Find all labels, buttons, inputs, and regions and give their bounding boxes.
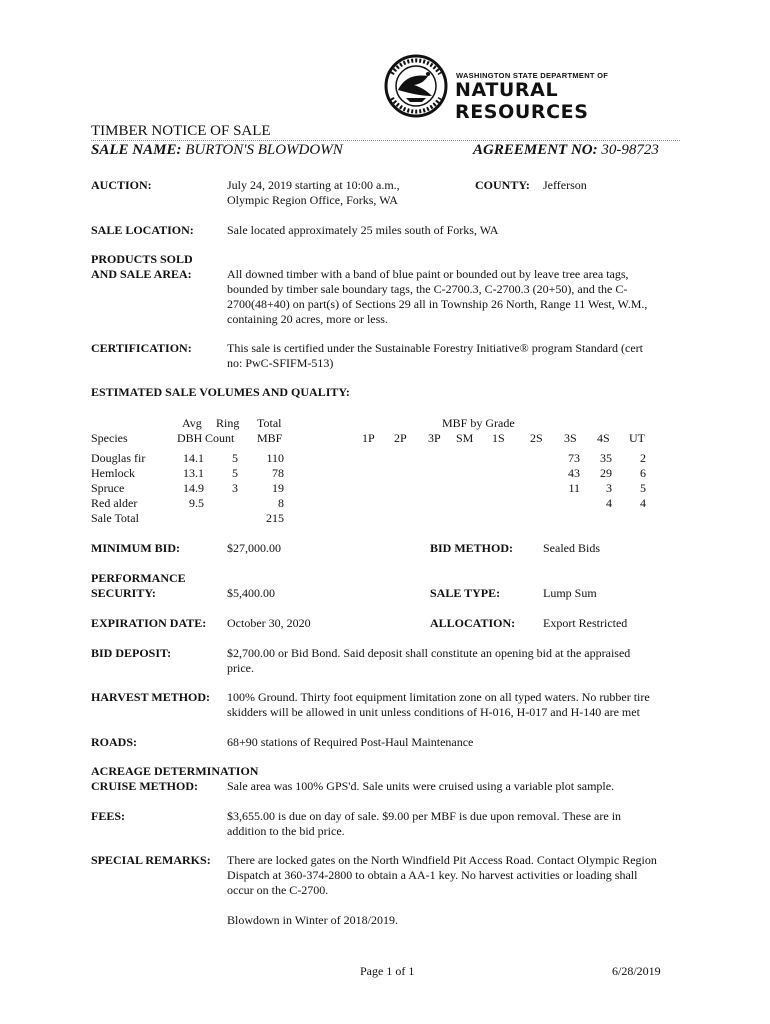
auction-line-1: July 24, 2019 starting at 10:00 a.m., xyxy=(227,178,400,192)
auction-line-2: Olympic Region Office, Forks, WA xyxy=(227,193,398,207)
bid-deposit-line-1: $2,700.00 or Bid Bond. Said deposit shall constitute an opening bid at the appraised xyxy=(227,646,631,660)
cell-total: 19 xyxy=(272,481,284,495)
special-line-1: There are locked gates on the North Windfield Pit Access Road. Contact Olympic Region xyxy=(227,853,657,867)
bid-method-label: BID METHOD: xyxy=(430,541,514,555)
sale-type-label: SALE TYPE: xyxy=(430,586,501,600)
certification-label: CERTIFICATION: xyxy=(91,341,192,355)
cell-species: Spruce xyxy=(91,481,125,495)
notice-title: TIMBER NOTICE OF SALE xyxy=(91,123,271,139)
grade-header: 3P xyxy=(428,431,441,445)
agreement-value: 30-98723 xyxy=(601,142,659,158)
cell-grade-4s: 4 xyxy=(606,496,612,510)
header-mbf: MBF xyxy=(257,431,283,445)
cell-dbh: 9.5 xyxy=(189,496,204,510)
fees-line-1: $3,655.00 is due on day of sale. $9.00 per MBF is due upon removal. These are in xyxy=(227,809,622,823)
grade-header: 3S xyxy=(564,431,577,445)
acreage-text: Sale area was 100% GPS'd. Sale units were cruised using a variable plot sample. xyxy=(227,779,615,793)
county-value: Jefferson xyxy=(543,178,587,192)
cell-species: Douglas fir xyxy=(91,451,146,465)
agreement-line xyxy=(473,142,659,159)
roads-label: ROADS: xyxy=(91,735,138,749)
cell-total: 78 xyxy=(272,466,284,480)
sale-type-value: Lump Sum xyxy=(543,586,597,600)
sale-location-label: SALE LOCATION: xyxy=(91,223,194,237)
products-label-2: AND SALE AREA: xyxy=(91,267,192,281)
grade-header: 2P xyxy=(394,431,407,445)
footer-date: 6/28/2019 xyxy=(612,964,661,978)
roads-text: 68+90 stations of Required Post-Haul Maintenance xyxy=(227,735,474,749)
grade-header: 4S xyxy=(597,431,610,445)
dnr-seal-icon xyxy=(384,54,448,118)
header-species: Species xyxy=(91,431,128,445)
products-line-2: bounded by timber sale boundary tags, the C-2700.3, C-2700.3 (20+50), and the C- xyxy=(227,282,628,296)
header-mbf-by-grade: MBF by Grade xyxy=(442,416,515,430)
cell-grade-4s: 35 xyxy=(600,451,612,465)
title-divider xyxy=(91,140,680,141)
cell-ring: 5 xyxy=(232,451,238,465)
cell-dbh: 14.1 xyxy=(183,451,204,465)
brand-name: NATURAL RESOURCES xyxy=(455,79,589,123)
harvest-line-1: 100% Ground. Thirty foot equipment limitation zone on all typed waters. No rubber tire xyxy=(227,690,650,704)
cell-grade-3s: 11 xyxy=(568,481,580,495)
department-name: WASHINGTON STATE DEPARTMENT OF xyxy=(456,71,609,80)
cell-dbh: 13.1 xyxy=(183,466,204,480)
header-avg: Avg xyxy=(182,416,202,430)
harvest-line-2: skidders will be allowed in unit unless conditions of H-016, H-017 and H-140 are met xyxy=(227,705,640,719)
special-remarks-label: SPECIAL REMARKS: xyxy=(91,853,211,867)
bid-deposit-label: BID DEPOSIT: xyxy=(91,646,172,660)
grade-header: UT xyxy=(629,431,645,445)
acreage-label-1: ACREAGE DETERMINATION xyxy=(91,764,259,778)
header-count: Count xyxy=(205,431,235,445)
page-number: Page 1 of 1 xyxy=(360,964,415,978)
allocation-value: Export Restricted xyxy=(543,616,628,630)
cell-grade-4s: 29 xyxy=(600,466,612,480)
sale-name-value: BURTON'S BLOWDOWN xyxy=(185,142,343,158)
cell-species: Hemlock xyxy=(91,466,135,480)
cell-total: 110 xyxy=(266,451,284,465)
cell-grade-ut: 5 xyxy=(640,481,646,495)
minimum-bid-label: MINIMUM BID: xyxy=(91,541,180,555)
cell-grade-4s: 3 xyxy=(606,481,612,495)
sale-location-text: Sale located approximately 25 miles south of Forks, WA xyxy=(227,223,499,237)
minimum-bid-value: $27,000.00 xyxy=(227,541,281,555)
sale-name-label: SALE NAME: xyxy=(91,142,182,158)
performance-label-2: SECURITY: xyxy=(91,586,156,600)
cell-dbh: 14.9 xyxy=(183,481,204,495)
harvest-method-label: HARVEST METHOD: xyxy=(91,690,211,704)
grade-header: SM xyxy=(456,431,474,445)
products-line-4: containing 20 acres, more or less. xyxy=(227,312,388,326)
fees-line-2: addition to the bid price. xyxy=(227,824,345,838)
header-total: Total xyxy=(257,416,282,430)
allocation-label: ALLOCATION: xyxy=(430,616,516,630)
certification-line-2: no: PwC-SFIFM-513) xyxy=(227,356,334,370)
performance-label-1: PERFORMANCE xyxy=(91,571,186,585)
cell-species: Sale Total xyxy=(91,511,139,525)
sale-name-line xyxy=(91,142,343,159)
products-line-1: All downed timber with a band of blue paint or bounded out by leave tree area tags, xyxy=(227,267,629,281)
cell-ring: 3 xyxy=(232,481,238,495)
performance-value: $5,400.00 xyxy=(227,586,275,600)
special-line-3: occur on the C-2700. xyxy=(227,883,329,897)
expiration-label: EXPIRATION DATE: xyxy=(91,616,207,630)
grade-header: 2S xyxy=(530,431,543,445)
auction-label: AUCTION: xyxy=(91,178,152,192)
county-label: COUNTY: xyxy=(475,178,530,192)
dnr-logo xyxy=(384,54,684,123)
cell-grade-3s: 73 xyxy=(568,451,580,465)
cell-grade-ut: 4 xyxy=(640,496,646,510)
cell-ring: 5 xyxy=(232,466,238,480)
cell-grade-3s: 43 xyxy=(568,466,580,480)
grade-header: 1S xyxy=(492,431,505,445)
header-ring: Ring xyxy=(216,416,240,430)
header-dbh: DBH xyxy=(177,431,203,445)
acreage-label-2: CRUISE METHOD: xyxy=(91,779,199,793)
volumes-heading: ESTIMATED SALE VOLUMES AND QUALITY: xyxy=(91,385,350,399)
certification-line-1: This sale is certified under the Sustainable Forestry Initiative® program Standard (cert xyxy=(227,341,643,355)
cell-species: Red alder xyxy=(91,496,138,510)
agreement-label: AGREEMENT NO: xyxy=(473,142,598,158)
expiration-value: October 30, 2020 xyxy=(227,616,311,630)
cell-total: 8 xyxy=(278,496,284,510)
products-label-1: PRODUCTS SOLD xyxy=(91,252,193,266)
special-line-4: Blowdown in Winter of 2018/2019. xyxy=(227,913,398,927)
grade-header: 1P xyxy=(362,431,375,445)
products-line-3: 2700(48+40) on part(s) of Sections 29 all in Township 26 North, Range 11 West, W.M., xyxy=(227,297,648,311)
special-line-2: Dispatch at 360-374-2800 to obtain a AA-1 key. No harvest activities or loading shall xyxy=(227,868,638,882)
cell-total: 215 xyxy=(266,511,284,525)
cell-grade-ut: 2 xyxy=(640,451,646,465)
bid-deposit-line-2: price. xyxy=(227,661,254,675)
fees-label: FEES: xyxy=(91,809,126,823)
bid-method-value: Sealed Bids xyxy=(543,541,600,555)
cell-grade-ut: 6 xyxy=(640,466,646,480)
